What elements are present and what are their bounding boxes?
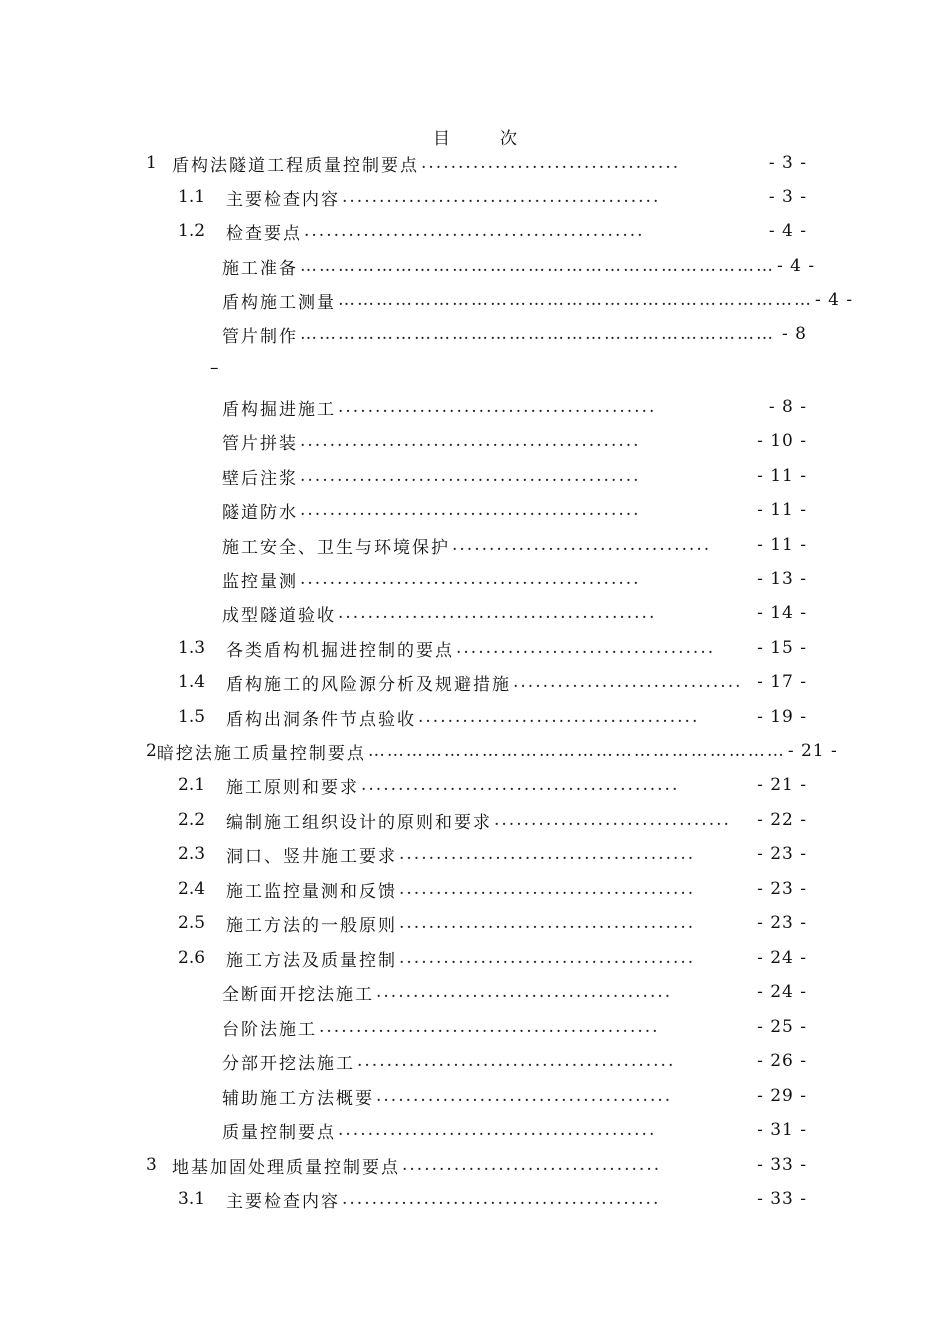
toc-entry-leader: ........................................... xyxy=(338,1120,657,1140)
toc-entry-leader: ........................................ xyxy=(399,879,696,899)
toc-entry-leader: ........................................ xyxy=(376,982,673,1002)
toc-entry-leader: ………………………………………………………… xyxy=(367,741,786,761)
toc-entry-page: - 25 - xyxy=(757,1017,807,1037)
toc-entry-page: - 4 - xyxy=(768,221,807,241)
toc-entry-number: 3.1 xyxy=(178,1189,206,1209)
toc-entry[interactable] xyxy=(178,667,807,697)
toc-entry-leader: ........................................... xyxy=(338,397,657,417)
toc-entry-leader: .............................................. xyxy=(300,500,641,520)
toc-entry[interactable] xyxy=(222,564,807,594)
toc-entry-number: 2.3 xyxy=(178,844,206,864)
toc-entry-title: 台阶法施工 xyxy=(222,1019,317,1040)
toc-entry[interactable] xyxy=(222,285,854,315)
toc-entry[interactable] xyxy=(222,495,807,525)
toc-entry-page: - 29 - xyxy=(757,1086,807,1106)
toc-entry-title: 监控量测 xyxy=(222,571,298,592)
toc-title xyxy=(0,124,950,149)
toc-entry-title: 分部开挖法施工 xyxy=(222,1053,355,1074)
toc-entry[interactable] xyxy=(146,1150,807,1180)
toc-entry-page: - 8 xyxy=(782,324,807,344)
toc-entry-number: 2 xyxy=(146,741,157,761)
toc-entry-page: - 11 - xyxy=(757,535,807,555)
toc-entry[interactable] xyxy=(222,1115,807,1145)
toc-entry-leader: .............................................. xyxy=(300,431,641,451)
toc-entry-leader: ........................................... xyxy=(342,1189,661,1209)
toc-entry-title: 盾构掘进施工 xyxy=(222,399,336,420)
toc-entry-leader: ........................................... xyxy=(342,187,661,207)
toc-entry[interactable] xyxy=(222,1046,807,1076)
toc-entry-title: 盾构施工的风险源分析及规避措施 xyxy=(226,674,511,695)
toc-entry-title: 盾构出洞条件节点验收 xyxy=(226,709,416,730)
toc-entry-number: 2.1 xyxy=(178,775,206,795)
toc-title-left: 目 xyxy=(433,129,450,149)
toc-entry[interactable] xyxy=(178,1184,807,1214)
toc-entry-page: - 4 - xyxy=(777,256,816,276)
toc-entry[interactable] xyxy=(222,598,807,628)
toc-entry[interactable] xyxy=(222,426,807,456)
toc-entry-title: 地基加固处理质量控制要点 xyxy=(172,1157,400,1178)
toc-entry[interactable] xyxy=(146,736,838,766)
toc-entry[interactable] xyxy=(222,530,807,560)
toc-entry-leader: ........................................... xyxy=(361,775,680,795)
toc-entry-leader: ………………………………………………………………… xyxy=(300,324,775,344)
toc-entry-number: 1.1 xyxy=(178,187,206,207)
toc-entry[interactable] xyxy=(178,874,807,904)
toc-entry-number: 1 xyxy=(146,153,157,173)
toc-entry-page: - 26 - xyxy=(757,1051,807,1071)
toc-entry-page: - 31 - xyxy=(757,1120,807,1140)
toc-entry[interactable] xyxy=(178,182,807,212)
toc-entry[interactable] xyxy=(222,392,807,422)
toc-entry-leader: ........................................... xyxy=(338,603,657,623)
toc-entry-number: 1.3 xyxy=(178,638,206,658)
toc-entry-leader: ................................ xyxy=(494,810,731,830)
toc-entry[interactable] xyxy=(178,805,807,835)
toc-entry-title: 洞口、竖井施工要求 xyxy=(226,846,397,867)
toc-entry[interactable] xyxy=(178,943,807,973)
toc-entry-leader: ………………………………………………………………… xyxy=(300,256,775,276)
toc-entry-title: 壁后注浆 xyxy=(222,468,298,489)
toc-entry-title: 管片拼装 xyxy=(222,433,298,454)
toc-entry-page: - 11 - xyxy=(757,500,807,520)
toc-entry[interactable] xyxy=(222,977,807,1007)
toc-entry-leader: ........................................ xyxy=(399,844,696,864)
toc-entry-leader: ................................... xyxy=(402,1155,662,1175)
toc-entry-title: 施工监控量测和反馈 xyxy=(226,881,397,902)
toc-entry-page: - 19 - xyxy=(757,707,807,727)
toc-entry-title: 施工准备 xyxy=(222,258,298,279)
toc-entry-title: 辅助施工方法概要 xyxy=(222,1088,374,1109)
toc-entry-leader: ...................................... xyxy=(418,707,700,727)
toc-entry[interactable] xyxy=(178,770,807,800)
toc-entry[interactable] xyxy=(178,839,807,869)
toc-entry-title: 暗挖法施工质量控制要点 xyxy=(156,743,366,764)
toc-entry-title: 施工安全、卫生与环境保护 xyxy=(222,537,450,558)
toc-entry-page: - 22 - xyxy=(757,810,807,830)
toc-entry-title: 施工方法及质量控制 xyxy=(226,950,397,971)
toc-entry-title: 盾构法隧道工程质量控制要点 xyxy=(172,155,419,176)
toc-entry-leader: .............................................. xyxy=(304,221,645,241)
toc-entry-leader: ................................... xyxy=(421,153,681,173)
toc-entry[interactable] xyxy=(222,461,807,491)
toc-entry-leader: .............................................. xyxy=(319,1017,660,1037)
toc-entry-number: 2.6 xyxy=(178,948,206,968)
toc-entry[interactable] xyxy=(178,633,807,663)
toc-entry-page: - 33 - xyxy=(757,1189,807,1209)
toc-entry-page: - 23 - xyxy=(757,844,807,864)
toc-entry-leader: .............................................. xyxy=(300,569,641,589)
toc-entry-page: - 8 - xyxy=(768,397,807,417)
toc-entry-page: - 21 - xyxy=(787,741,838,761)
toc-entry-page: - 3 - xyxy=(768,153,807,173)
toc-entry[interactable] xyxy=(222,1081,807,1111)
toc-entry-leader: ........................................ xyxy=(399,913,696,933)
toc-entry[interactable] xyxy=(178,908,807,938)
toc-entry[interactable] xyxy=(146,148,807,178)
toc-entry-leader: .............................................. xyxy=(300,466,641,486)
toc-entry-title: 编制施工组织设计的原则和要求 xyxy=(226,812,492,833)
toc-entry-title: 施工方法的一般原则 xyxy=(226,915,397,936)
toc-entry-number: 1.2 xyxy=(178,221,206,241)
toc-entry-title: 主要检查内容 xyxy=(226,189,340,210)
toc-entry-title: 盾构施工测量 xyxy=(222,292,336,313)
toc-entry-leader: ............................... xyxy=(513,672,743,692)
toc-entry-title: 主要检查内容 xyxy=(226,1191,340,1212)
toc-entry-page: - 33 - xyxy=(757,1155,807,1175)
toc-entry-page: - 15 - xyxy=(757,638,807,658)
toc-entry-number: 2.4 xyxy=(178,879,206,899)
toc-entry-page: - 24 - xyxy=(757,982,807,1002)
toc-entry[interactable] xyxy=(222,251,816,281)
toc-entry-page: - 23 - xyxy=(757,913,807,933)
toc-entry-page: - 3 - xyxy=(768,187,807,207)
toc-entry[interactable] xyxy=(178,216,807,246)
toc-entry-title: 各类盾构机掘进控制的要点 xyxy=(226,640,454,661)
toc-entry-title: 成型隧道验收 xyxy=(222,605,336,626)
toc-entry-page: - 24 - xyxy=(757,948,807,968)
toc-entry-title: 隧道防水 xyxy=(222,502,298,523)
toc-entry-title: 管片制作 xyxy=(222,326,298,347)
toc-entry-leader: ........................................... xyxy=(357,1051,676,1071)
orphan-dash: – xyxy=(210,358,219,378)
toc-entry-leader: ........................................ xyxy=(399,948,696,968)
toc-entry[interactable] xyxy=(222,319,807,349)
toc-entry-number: 2.2 xyxy=(178,810,206,830)
toc-entry-leader: ………………………………………………………………… xyxy=(338,290,813,310)
toc-entry-page: - 21 - xyxy=(757,775,807,795)
toc-entry-number: 1.5 xyxy=(178,707,206,727)
toc-entry-page: - 14 - xyxy=(757,603,807,623)
toc-title-right: 次 xyxy=(500,129,517,149)
toc-entry-page: - 10 - xyxy=(757,431,807,451)
toc-entry-leader: ................................... xyxy=(456,638,716,658)
toc-entry-page: - 23 - xyxy=(757,879,807,899)
toc-entry-title: 施工原则和要求 xyxy=(226,777,359,798)
toc-entry-page: - 13 - xyxy=(757,569,807,589)
toc-entry-page: - 17 - xyxy=(757,672,807,692)
toc-entry[interactable] xyxy=(178,702,807,732)
toc-entry-title: 质量控制要点 xyxy=(222,1122,336,1143)
toc-entry-title: 全断面开挖法施工 xyxy=(222,984,374,1005)
toc-entry-number: 3 xyxy=(146,1155,157,1175)
toc-entry-number: 2.5 xyxy=(178,913,206,933)
toc-entry-page: - 4 - xyxy=(815,290,854,310)
toc-entry[interactable] xyxy=(222,1012,807,1042)
toc-entry-page: - 11 - xyxy=(757,466,807,486)
toc-entry-number: 1.4 xyxy=(178,672,206,692)
toc-entry-title: 检查要点 xyxy=(226,223,302,244)
toc-entry-leader: ........................................ xyxy=(376,1086,673,1106)
toc-entry-leader: ................................... xyxy=(452,535,712,555)
